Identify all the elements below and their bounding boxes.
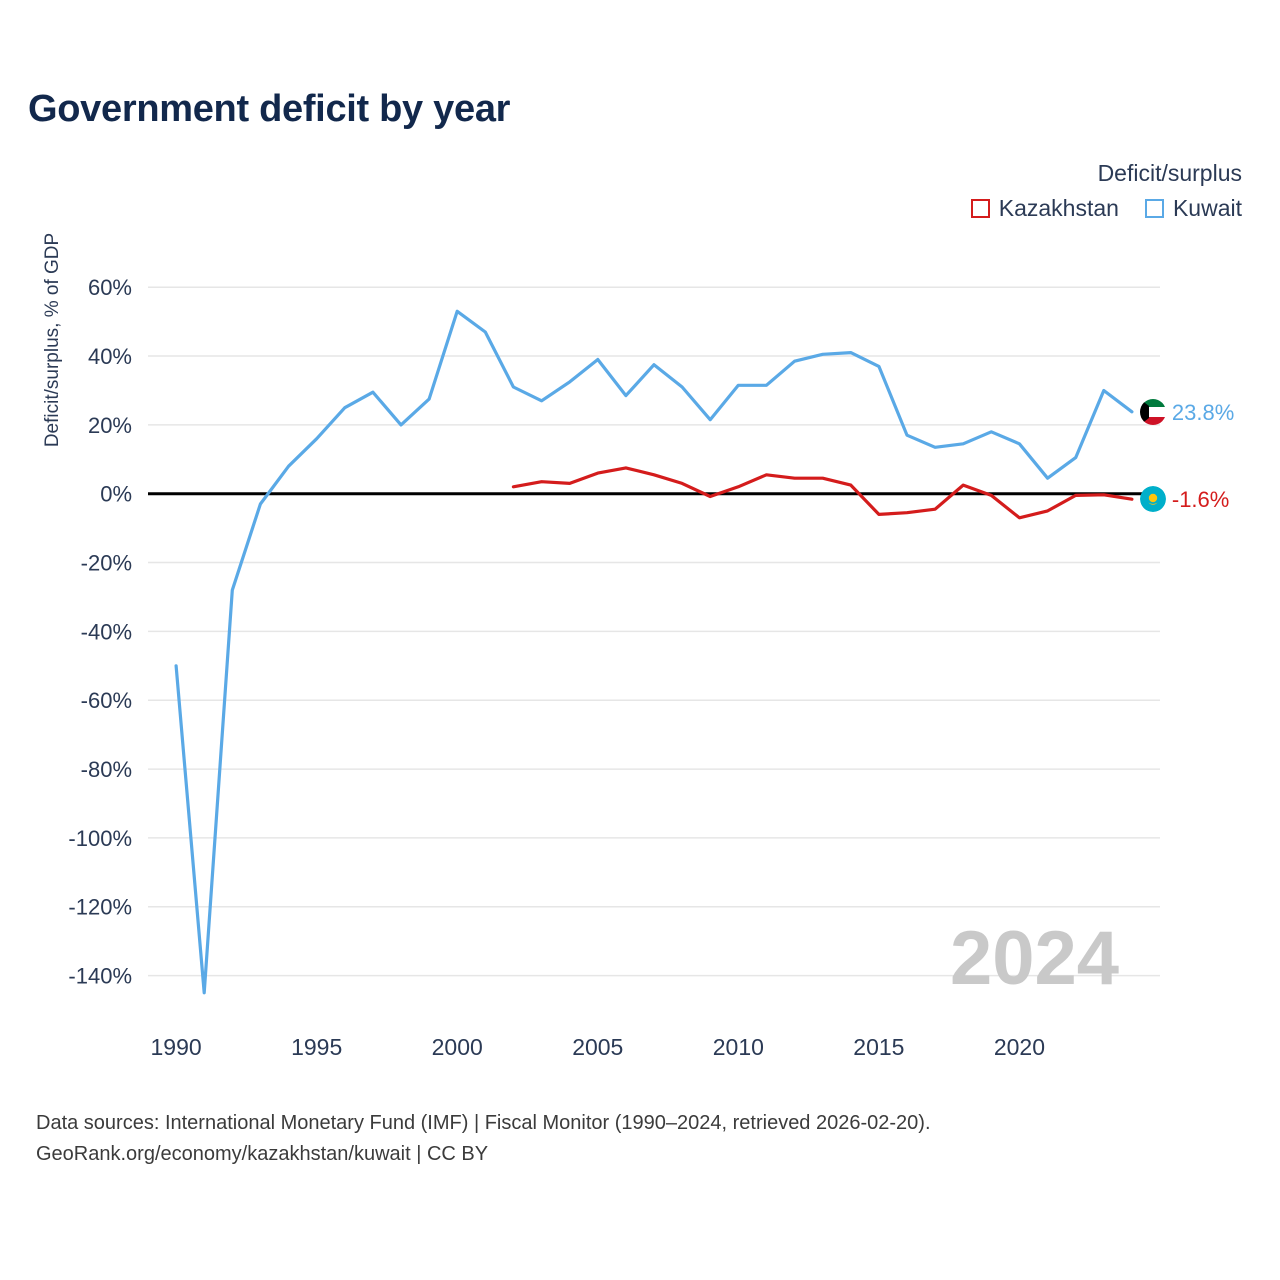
legend-label-kuwait: Kuwait <box>1172 195 1242 221</box>
y-tick-label: -100% <box>68 825 132 851</box>
x-tick-label: 2010 <box>712 1034 764 1060</box>
footer-line-1: Data sources: International Monetary Fund (IMF) | Fiscal Monitor (1990–2024, retrieved 2026-02-20). <box>36 1112 931 1134</box>
x-tick-label: 2020 <box>993 1034 1046 1060</box>
y-axis-tick-labels <box>68 275 132 988</box>
y-axis-title: Deficit/surplus, % of GDP <box>42 232 63 448</box>
end-label-kazakhstan: -1.6% <box>1171 487 1230 513</box>
kazakhstan-flag-icon <box>1140 486 1166 512</box>
legend-label-kazakhstan: Kazakhstan <box>998 195 1119 221</box>
kuwait-flag-icon <box>1140 399 1166 425</box>
x-tick-label: 2000 <box>431 1034 483 1060</box>
x-tick-label: 1990 <box>150 1034 202 1060</box>
x-tick-label: 2015 <box>853 1034 905 1060</box>
y-tick-label: -120% <box>68 894 132 920</box>
series-line-kuwait <box>176 311 1132 993</box>
x-axis-tick-labels <box>151 1034 1046 1060</box>
footer-line-2: GeoRank.org/economy/kazakhstan/kuwait | CC BY <box>36 1143 489 1165</box>
y-tick-label: -60% <box>80 688 132 714</box>
x-tick-label: 1995 <box>291 1034 343 1060</box>
legend-title: Deficit/surplus <box>1097 160 1242 186</box>
y-tick-label: 20% <box>87 412 132 438</box>
y-tick-label: -80% <box>80 757 132 783</box>
year-watermark: 2024 <box>950 916 1120 1001</box>
y-tick-label: -20% <box>80 550 132 576</box>
x-tick-label: 2005 <box>572 1034 624 1060</box>
y-tick-label: -140% <box>68 963 132 989</box>
y-tick-label: -40% <box>80 619 132 645</box>
y-tick-label: 60% <box>87 275 132 301</box>
y-tick-label: 40% <box>87 344 132 370</box>
end-label-kuwait: 23.8% <box>1171 399 1235 425</box>
footer-sources <box>36 1108 931 1170</box>
page-title: Government deficit by year <box>28 88 511 130</box>
gridlines <box>148 287 1160 975</box>
y-tick-label: 0% <box>100 481 132 507</box>
